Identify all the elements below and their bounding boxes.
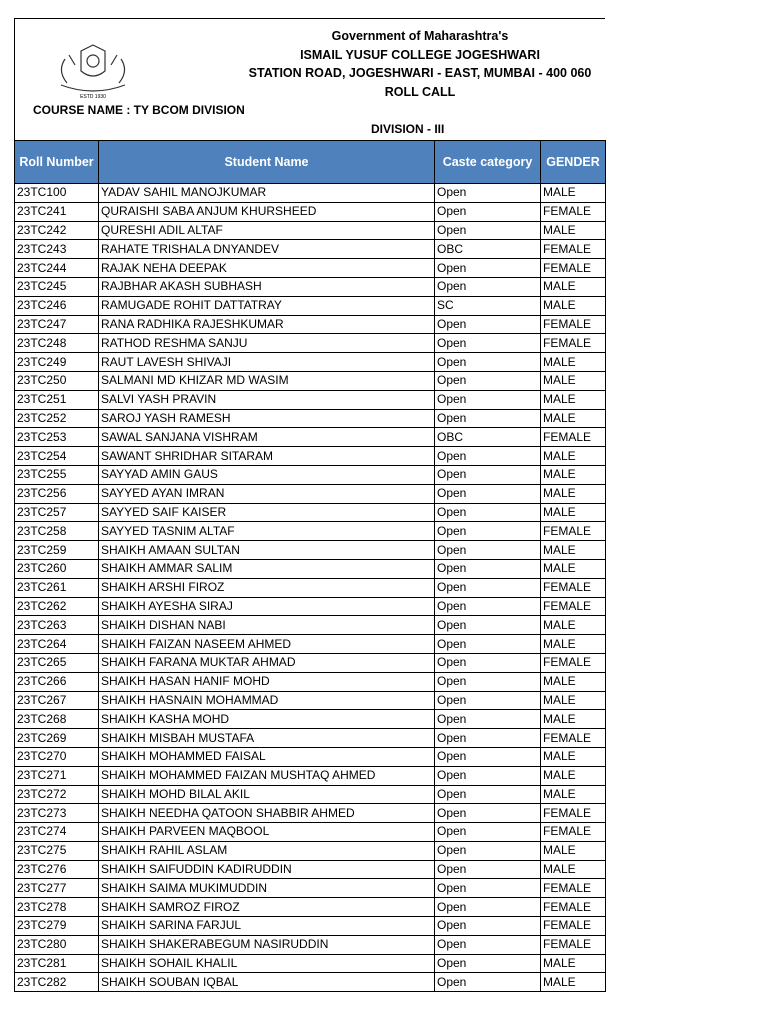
gender-cell: MALE xyxy=(541,277,606,296)
student-name-cell: SHAIKH FAIZAN NASEEM AHMED xyxy=(99,635,435,654)
roll-number-cell: 23TC264 xyxy=(15,635,99,654)
table-row xyxy=(15,691,606,710)
table-row xyxy=(15,747,606,766)
table-row xyxy=(15,409,606,428)
document-title: ROLL CALL xyxy=(384,84,456,99)
roll-number-cell: 23TC274 xyxy=(15,823,99,842)
roll-number-cell: 23TC282 xyxy=(15,973,99,992)
roll-number-cell: 23TC263 xyxy=(15,616,99,635)
table-row xyxy=(15,672,606,691)
gender-cell: MALE xyxy=(541,409,606,428)
caste-cell: Open xyxy=(435,559,541,578)
roll-number-cell: 23TC269 xyxy=(15,729,99,748)
student-name-cell: SHAIKH AMMAR SALIM xyxy=(99,559,435,578)
college-address: STATION ROAD, JOGESHWARI - EAST, MUMBAI - 400 060 xyxy=(248,66,592,81)
gender-cell: MALE xyxy=(541,973,606,992)
student-name-cell: YADAV SAHIL MANOJKUMAR xyxy=(99,184,435,203)
table-row xyxy=(15,277,606,296)
student-name-cell: RAUT LAVESH SHIVAJI xyxy=(99,353,435,372)
roll-number-cell: 23TC270 xyxy=(15,747,99,766)
gender-cell: MALE xyxy=(541,353,606,372)
table-row xyxy=(15,353,606,372)
student-name-cell: RAMUGADE ROHIT DATTATRAY xyxy=(99,296,435,315)
caste-cell: Open xyxy=(435,710,541,729)
roll-number-cell: 23TC100 xyxy=(15,184,99,203)
student-name-cell: SAWANT SHRIDHAR SITARAM xyxy=(99,447,435,466)
table-row xyxy=(15,954,606,973)
roll-number-cell: 23TC244 xyxy=(15,259,99,278)
gender-cell: MALE xyxy=(541,672,606,691)
caste-cell: Open xyxy=(435,804,541,823)
caste-cell: Open xyxy=(435,390,541,409)
gender-cell: FEMALE xyxy=(541,578,606,597)
roll-number-cell: 23TC252 xyxy=(15,409,99,428)
gender-cell: FEMALE xyxy=(541,879,606,898)
caste-cell: Open xyxy=(435,616,541,635)
table-row xyxy=(15,522,606,541)
student-name-cell: SHAIKH AYESHA SIRAJ xyxy=(99,597,435,616)
student-name-cell: QURAISHI SABA ANJUM KHURSHEED xyxy=(99,202,435,221)
roll-number-cell: 23TC256 xyxy=(15,484,99,503)
caste-cell: Open xyxy=(435,973,541,992)
student-name-cell: RANA RADHIKA RAJESHKUMAR xyxy=(99,315,435,334)
student-name-cell: SHAIKH HASNAIN MOHAMMAD xyxy=(99,691,435,710)
student-name-cell: SHAIKH FARANA MUKTAR AHMAD xyxy=(99,653,435,672)
table-row xyxy=(15,917,606,936)
student-name-cell: SHAIKH RAHIL ASLAM xyxy=(99,841,435,860)
division-label: DIVISION - III xyxy=(371,122,445,136)
student-name-cell: SHAIKH MOHD BILAL AKIL xyxy=(99,785,435,804)
caste-cell: Open xyxy=(435,541,541,560)
gender-cell: FEMALE xyxy=(541,334,606,353)
student-name-cell: SHAIKH SOUBAN IQBAL xyxy=(99,973,435,992)
roll-number-cell: 23TC280 xyxy=(15,935,99,954)
gender-cell: MALE xyxy=(541,785,606,804)
caste-cell: Open xyxy=(435,672,541,691)
student-name-cell: SHAIKH SHAKERABEGUM NASIRUDDIN xyxy=(99,935,435,954)
student-name-cell: SALVI YASH PRAVIN xyxy=(99,390,435,409)
table-row xyxy=(15,898,606,917)
roll-number-cell: 23TC276 xyxy=(15,860,99,879)
caste-cell: Open xyxy=(435,747,541,766)
caste-cell: Open xyxy=(435,409,541,428)
gender-cell: FEMALE xyxy=(541,823,606,842)
table-row xyxy=(15,635,606,654)
table-row xyxy=(15,616,606,635)
gender-cell: MALE xyxy=(541,766,606,785)
roll-number-cell: 23TC266 xyxy=(15,672,99,691)
student-name-cell: SHAIKH MISBAH MUSTAFA xyxy=(99,729,435,748)
table-row xyxy=(15,259,606,278)
roll-number-cell: 23TC246 xyxy=(15,296,99,315)
caste-cell: Open xyxy=(435,202,541,221)
caste-cell: Open xyxy=(435,315,541,334)
roll-number-cell: 23TC245 xyxy=(15,277,99,296)
table-row xyxy=(15,541,606,560)
student-name-cell: SHAIKH ARSHI FIROZ xyxy=(99,578,435,597)
gender-cell: FEMALE xyxy=(541,522,606,541)
table-row xyxy=(15,447,606,466)
gender-cell: MALE xyxy=(541,541,606,560)
table-row xyxy=(15,860,606,879)
table-row xyxy=(15,766,606,785)
roll-call-table xyxy=(14,140,606,992)
table-row xyxy=(15,240,606,259)
table-body xyxy=(15,184,606,992)
student-name-cell: SHAIKH DISHAN NABI xyxy=(99,616,435,635)
roll-number-cell: 23TC268 xyxy=(15,710,99,729)
student-name-cell: SHAIKH SOHAIL KHALIL xyxy=(99,954,435,973)
table-row xyxy=(15,597,606,616)
roll-number-cell: 23TC281 xyxy=(15,954,99,973)
student-name-cell: SHAIKH PARVEEN MAQBOOL xyxy=(99,823,435,842)
table-row xyxy=(15,823,606,842)
course-name: COURSE NAME : TY BCOM DIVISION xyxy=(33,103,245,117)
student-name-cell: SAROJ YASH RAMESH xyxy=(99,409,435,428)
roll-number-cell: 23TC262 xyxy=(15,597,99,616)
table-row xyxy=(15,334,606,353)
govt-line: Government of Maharashtra's xyxy=(331,29,509,43)
roll-number-cell: 23TC249 xyxy=(15,353,99,372)
table-row xyxy=(15,879,606,898)
caste-cell: Open xyxy=(435,447,541,466)
table-row xyxy=(15,559,606,578)
student-name-cell: QURESHI ADIL ALTAF xyxy=(99,221,435,240)
col-caste-category: Caste category xyxy=(435,141,541,184)
roll-number-cell: 23TC250 xyxy=(15,371,99,390)
gender-cell: MALE xyxy=(541,710,606,729)
roll-number-cell: 23TC265 xyxy=(15,653,99,672)
roll-number-cell: 23TC254 xyxy=(15,447,99,466)
roll-number-cell: 23TC243 xyxy=(15,240,99,259)
caste-cell: Open xyxy=(435,691,541,710)
table-row xyxy=(15,428,606,447)
gender-cell: FEMALE xyxy=(541,240,606,259)
table-row xyxy=(15,390,606,409)
gender-cell: FEMALE xyxy=(541,804,606,823)
gender-cell: MALE xyxy=(541,860,606,879)
caste-cell: Open xyxy=(435,954,541,973)
gender-cell: MALE xyxy=(541,390,606,409)
caste-cell: Open xyxy=(435,766,541,785)
gender-cell: FEMALE xyxy=(541,259,606,278)
caste-cell: OBC xyxy=(435,428,541,447)
gender-cell: FEMALE xyxy=(541,653,606,672)
student-name-cell: SAYYED TASNIM ALTAF xyxy=(99,522,435,541)
caste-cell: Open xyxy=(435,785,541,804)
roll-number-cell: 23TC248 xyxy=(15,334,99,353)
student-name-cell: SHAIKH SARINA FARJUL xyxy=(99,917,435,936)
gender-cell: MALE xyxy=(541,484,606,503)
roll-number-cell: 23TC277 xyxy=(15,879,99,898)
table-row xyxy=(15,296,606,315)
table-row xyxy=(15,221,606,240)
gender-cell: FEMALE xyxy=(541,917,606,936)
emblem-caption: ESTD 1930 xyxy=(80,94,106,100)
roll-number-cell: 23TC251 xyxy=(15,390,99,409)
student-name-cell: SHAIKH SAMROZ FIROZ xyxy=(99,898,435,917)
table-row xyxy=(15,315,606,334)
gender-cell: FEMALE xyxy=(541,202,606,221)
roll-number-cell: 23TC273 xyxy=(15,804,99,823)
caste-cell: Open xyxy=(435,898,541,917)
roll-number-cell: 23TC272 xyxy=(15,785,99,804)
college-name: ISMAIL YUSUF COLLEGE JOGESHWARI xyxy=(300,47,540,62)
caste-cell: Open xyxy=(435,353,541,372)
table-row xyxy=(15,184,606,203)
caste-cell: Open xyxy=(435,184,541,203)
caste-cell: Open xyxy=(435,522,541,541)
student-name-cell: RATHOD RESHMA SANJU xyxy=(99,334,435,353)
student-name-cell: RAHATE TRISHALA DNYANDEV xyxy=(99,240,435,259)
gender-cell: MALE xyxy=(541,559,606,578)
student-name-cell: SHAIKH KASHA MOHD xyxy=(99,710,435,729)
caste-cell: Open xyxy=(435,635,541,654)
roll-number-cell: 23TC257 xyxy=(15,503,99,522)
student-name-cell: SAYYAD AMIN GAUS xyxy=(99,465,435,484)
roll-number-cell: 23TC241 xyxy=(15,202,99,221)
table-row xyxy=(15,785,606,804)
caste-cell: Open xyxy=(435,465,541,484)
roll-number-cell: 23TC259 xyxy=(15,541,99,560)
roll-number-cell: 23TC242 xyxy=(15,221,99,240)
gender-cell: MALE xyxy=(541,296,606,315)
gender-cell: MALE xyxy=(541,616,606,635)
roll-number-cell: 23TC278 xyxy=(15,898,99,917)
gender-cell: FEMALE xyxy=(541,898,606,917)
student-name-cell: RAJAK NEHA DEEPAK xyxy=(99,259,435,278)
student-name-cell: SAWAL SANJANA VISHRAM xyxy=(99,428,435,447)
table-header-row xyxy=(15,141,606,184)
table-row xyxy=(15,578,606,597)
student-name-cell: SHAIKH SAIFUDDIN KADIRUDDIN xyxy=(99,860,435,879)
gender-cell: FEMALE xyxy=(541,597,606,616)
gender-cell: MALE xyxy=(541,635,606,654)
gender-cell: FEMALE xyxy=(541,729,606,748)
table-row xyxy=(15,841,606,860)
caste-cell: OBC xyxy=(435,240,541,259)
roll-number-cell: 23TC247 xyxy=(15,315,99,334)
gender-cell: FEMALE xyxy=(541,935,606,954)
caste-cell: Open xyxy=(435,729,541,748)
student-name-cell: SHAIKH MOHAMMED FAISAL xyxy=(99,747,435,766)
caste-cell: Open xyxy=(435,503,541,522)
roll-number-cell: 23TC275 xyxy=(15,841,99,860)
student-name-cell: SAYYED AYAN IMRAN xyxy=(99,484,435,503)
col-gender: GENDER xyxy=(541,141,606,184)
caste-cell: Open xyxy=(435,917,541,936)
caste-cell: Open xyxy=(435,841,541,860)
gender-cell: MALE xyxy=(541,221,606,240)
college-emblem-icon xyxy=(51,41,135,101)
gender-cell: MALE xyxy=(541,747,606,766)
student-name-cell: SAYYED SAIF KAISER xyxy=(99,503,435,522)
student-name-cell: SHAIKH MOHAMMED FAIZAN MUSHTAQ AHMED xyxy=(99,766,435,785)
caste-cell: Open xyxy=(435,371,541,390)
table-row xyxy=(15,465,606,484)
caste-cell: Open xyxy=(435,221,541,240)
roll-number-cell: 23TC260 xyxy=(15,559,99,578)
gender-cell: MALE xyxy=(541,954,606,973)
caste-cell: Open xyxy=(435,578,541,597)
caste-cell: SC xyxy=(435,296,541,315)
table-row xyxy=(15,729,606,748)
gender-cell: FEMALE xyxy=(541,315,606,334)
caste-cell: Open xyxy=(435,860,541,879)
table-row xyxy=(15,503,606,522)
roll-number-cell: 23TC267 xyxy=(15,691,99,710)
roll-call-sheet xyxy=(14,18,605,989)
gender-cell: FEMALE xyxy=(541,428,606,447)
table-row xyxy=(15,653,606,672)
roll-number-cell: 23TC261 xyxy=(15,578,99,597)
caste-cell: Open xyxy=(435,484,541,503)
roll-number-cell: 23TC271 xyxy=(15,766,99,785)
table-row xyxy=(15,804,606,823)
table-row xyxy=(15,484,606,503)
student-name-cell: SHAIKH HASAN HANIF MOHD xyxy=(99,672,435,691)
gender-cell: MALE xyxy=(541,691,606,710)
gender-cell: MALE xyxy=(541,184,606,203)
gender-cell: MALE xyxy=(541,447,606,466)
table-row xyxy=(15,202,606,221)
student-name-cell: SHAIKH SAIMA MUKIMUDDIN xyxy=(99,879,435,898)
gender-cell: MALE xyxy=(541,371,606,390)
caste-cell: Open xyxy=(435,935,541,954)
caste-cell: Open xyxy=(435,597,541,616)
gender-cell: MALE xyxy=(541,503,606,522)
student-name-cell: RAJBHAR AKASH SUBHASH xyxy=(99,277,435,296)
roll-number-cell: 23TC279 xyxy=(15,917,99,936)
caste-cell: Open xyxy=(435,277,541,296)
student-name-cell: SHAIKH AMAAN SULTAN xyxy=(99,541,435,560)
roll-number-cell: 23TC258 xyxy=(15,522,99,541)
caste-cell: Open xyxy=(435,259,541,278)
caste-cell: Open xyxy=(435,879,541,898)
table-row xyxy=(15,371,606,390)
table-row xyxy=(15,935,606,954)
caste-cell: Open xyxy=(435,653,541,672)
gender-cell: MALE xyxy=(541,841,606,860)
student-name-cell: SHAIKH NEEDHA QATOON SHABBIR AHMED xyxy=(99,804,435,823)
table-row xyxy=(15,710,606,729)
student-name-cell: SALMANI MD KHIZAR MD WASIM xyxy=(99,371,435,390)
table-row xyxy=(15,973,606,992)
roll-number-cell: 23TC253 xyxy=(15,428,99,447)
col-roll-number: Roll Number xyxy=(15,141,99,184)
gender-cell: MALE xyxy=(541,465,606,484)
roll-number-cell: 23TC255 xyxy=(15,465,99,484)
caste-cell: Open xyxy=(435,823,541,842)
caste-cell: Open xyxy=(435,334,541,353)
col-student-name: Student Name xyxy=(99,141,435,184)
document-header xyxy=(14,18,605,141)
college-title-block xyxy=(215,27,625,101)
